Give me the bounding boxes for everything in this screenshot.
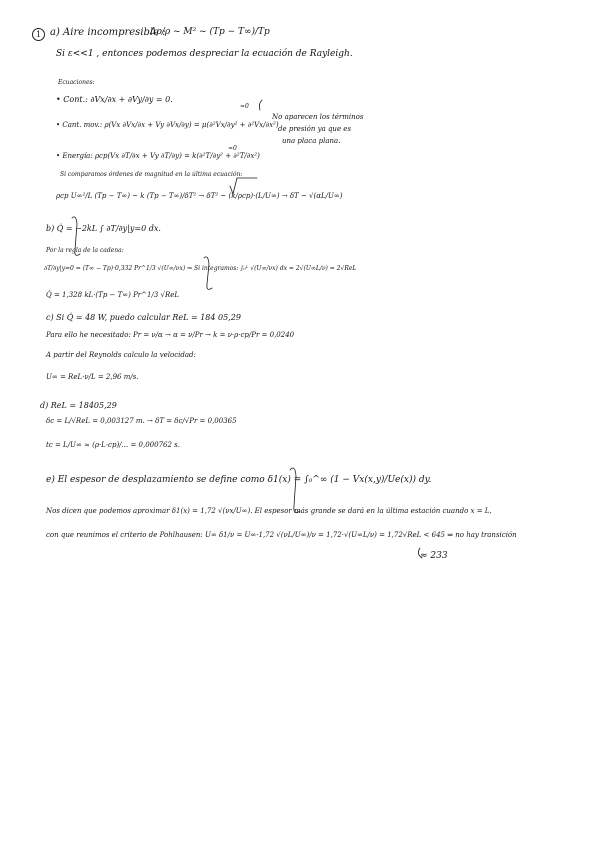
part-a-condition: Si ε<<1 , entonces podemos despreciar la ecuación de Rayleigh.	[56, 49, 353, 59]
magnitude-comparison-intro: Si comparamos órdenes de magnitud en la última ecuación:	[60, 171, 243, 178]
part-c-velocity-intro: A partir del Reynolds calculo la velocidad:	[46, 351, 196, 359]
part-d-title: d) ReL = 18405,29	[40, 401, 117, 410]
energy-equation: • Energía: ρcp(Vx ∂T/∂x + Vy ∂T/∂y) = k(∂²T/∂y² + ∂²T/∂x²)	[56, 152, 260, 160]
continuity-equation: • Cont.: ∂Vx/∂x + ∂Vy/∂y = 0.	[56, 95, 173, 104]
sqrt-stroke-1	[230, 178, 257, 194]
part-b-gradient-equation: ∂T/∂y|y=0 = (T∞ − Tp)·0,332 Pr^1/3 √(U∞/νx) ⇒ Si integramos: ∫₀ᴸ √(U∞/νx) dx = 2√(U∞L/ν) = 2√ReL	[44, 265, 357, 272]
part-b-heat-result: Q̇ = 1,328 kL·(Tp − T∞) Pr^1/3 √ReL	[46, 291, 180, 299]
part-d-time: tc = L/U∞ ≈ (ρ·L·cp)/... = 0,000762 s.	[46, 441, 180, 449]
part-c-property-calculation: Para ello he necesitado: Pr = ν/α → α = ν/Pr → k = ν·ρ·cp/Pr = 0,0240	[46, 331, 295, 339]
momentum-equation: • Cant. mov.: ρ(Vx ∂Vx/∂x + Vy ∂Vx/∂y) = μ(∂²Vx/∂y² + ∂²Vx/∂x²)	[56, 121, 279, 129]
note-line-1: No aparecen los términos	[272, 113, 364, 121]
integral-sign-e	[290, 468, 300, 513]
part-c-velocity-result: U∞ = ReL·ν/L = 2,96 m/s.	[46, 373, 139, 381]
note-brace	[259, 100, 262, 110]
part-a-title: a) Aire incompresible :	[50, 27, 166, 38]
part-e-title: e) El espesor de desplazamiento se define como δ1(x) = ∫₀^∞ (1 − Vx(x,y)/Ue(x)) dy.	[46, 475, 432, 485]
integral-sign-b	[72, 217, 80, 255]
part-e-approximation: Nos dicen que podemos aproximar δ1(x) = 1,72 √(νx/U∞). El espesor más grande se dará en la última estación cuando x = L,	[46, 507, 492, 515]
integral-sign-b2	[204, 257, 212, 289]
part-e-result-value: ≈ 233	[420, 551, 448, 561]
result-arrow	[418, 548, 422, 558]
energy-zero-mark: ≈0	[228, 145, 237, 152]
equations-heading: Ecuaciones:	[58, 79, 95, 86]
chain-rule-intro: Por la regla de la cadena:	[46, 247, 124, 254]
note-line-2: de presión ya que es	[278, 125, 352, 133]
magnitude-comparison-equation: ρcp U∞²/L (Tp − T∞) ~ k (Tp − T∞)/δT² → δT² ~ (k/ρcp)·(L/U∞) → δT ~ √(αL/U∞)	[56, 192, 343, 200]
part-e-pohlhausen-criterion: con que reunimos el criterio de Pohlhausen: U∞ δ1/ν = U∞·1,72 √(νL/U∞)/ν = 1,72·√(U∞L/ν) = 1,72√ReL < 645 ⇒ no hay transición	[46, 531, 517, 539]
part-c-title: c) Si Q̇ = 48 W, puedo calcular ReL = 184 05,29	[46, 313, 241, 322]
note-line-3: una placa plana.	[282, 137, 341, 145]
part-d-thickness: δc = L/√ReL = 0,003127 m. → δT = δc/√Pr = 0,00365	[46, 417, 237, 425]
part-b-title: b) Q̇ = −2kL ∫ ∂T/∂y|y=0 dx.	[46, 224, 161, 233]
problem-number: 1	[32, 28, 45, 41]
part-a-ratio: Δρ/ρ ~ M² ~ (Tp − T∞)/Tp	[150, 27, 270, 37]
momentum-zero-mark: ≈0	[240, 103, 249, 110]
